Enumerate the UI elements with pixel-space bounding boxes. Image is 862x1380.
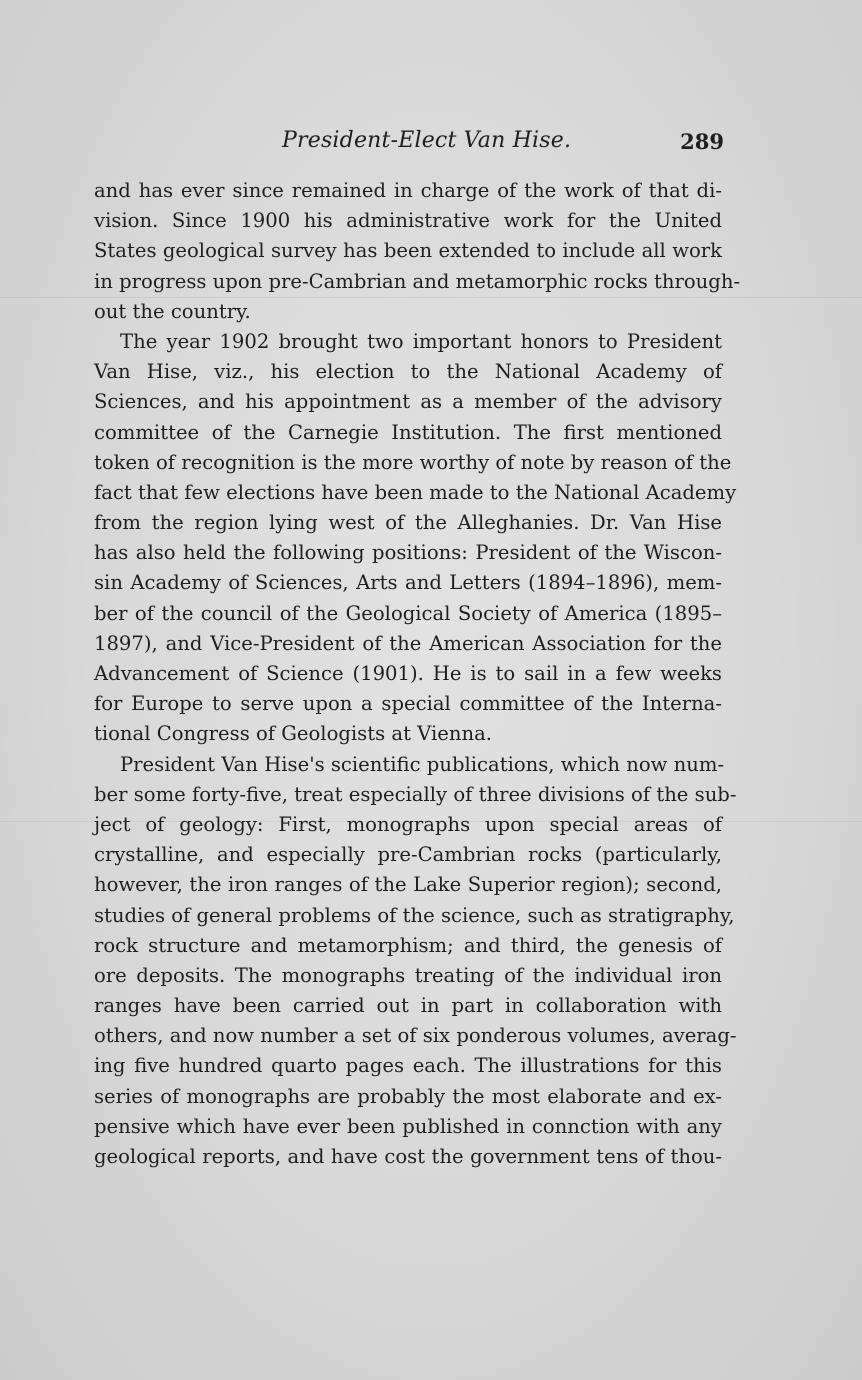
text-line: ore deposits. The monographs treating of the individual iron xyxy=(94,963,722,987)
text-line: rock structure and metamorphism; and third, the genesis of xyxy=(94,933,722,957)
text-line: Advancement of Science (1901). He is to sail in a few weeks xyxy=(94,662,722,685)
text-line: pensive which have ever been published in connction with any xyxy=(94,1114,722,1138)
text-line: studies of general problems of the science, such as stratigraphy, xyxy=(94,903,735,927)
text-line: sin Academy of Sciences, Arts and Letters (1894–1896), mem- xyxy=(94,571,722,595)
text-line: ing five hundred quarto pages each. The illustrations for this xyxy=(94,1054,722,1078)
text-line: however, the iron ranges of the Lake Superior region); second, xyxy=(94,873,722,897)
text-line: has also held the following positions: President of the Wiscon- xyxy=(94,541,722,565)
text-line: ject of geology: First, monographs upon special areas of xyxy=(94,812,722,836)
page-header xyxy=(96,128,724,160)
text-line: in progress upon pre-Cambrian and metamorphic rocks through- xyxy=(94,269,741,293)
text-line: vision. Since 1900 his administrative work for the United xyxy=(94,209,722,233)
text-line: ber of the council of the Geological Society of America (1895– xyxy=(94,601,722,625)
text-line: 1897), and Vice-President of the American Association for the xyxy=(94,631,722,655)
text-line: others, and now number a set of six ponderous volumes, averag- xyxy=(94,1024,737,1048)
text-line: for Europe to serve upon a special committee of the Interna- xyxy=(94,692,722,716)
text-line: out the country. xyxy=(94,299,251,323)
page-number: 289 xyxy=(680,129,724,154)
text-line: series of monographs are probably the most elaborate and ex- xyxy=(94,1084,722,1108)
running-title: President-Elect Van Hise. xyxy=(282,128,572,153)
text-line: geological reports, and have cost the government tens of thou- xyxy=(94,1145,722,1168)
text-line: tional Congress of Geologists at Vienna. xyxy=(94,722,492,746)
text-line: fact that few elections have been made to the National Academy xyxy=(94,480,737,504)
text-line: committee of the Carnegie Institution. The first mentioned xyxy=(94,420,722,444)
text-line: and has ever since remained in charge of the work of that di- xyxy=(94,179,722,202)
text-line: ranges have been carried out in part in collaboration with xyxy=(94,994,722,1018)
body-text xyxy=(94,176,741,1172)
text-line: crystalline, and especially pre-Cambrian rocks (particularly, xyxy=(94,843,722,867)
text-line: token of recognition is the more worthy of note by reason of the xyxy=(94,450,732,474)
text-line: The year 1902 brought two important honors to President xyxy=(120,329,722,353)
text-line: Van Hise, viz., his election to the National Academy of xyxy=(94,360,722,384)
text-line: from the region lying west of the Alleghanies. Dr. Van Hise xyxy=(94,511,722,535)
text-line: President Van Hise's scientific publications, which now num- xyxy=(120,752,725,776)
text-line: States geological survey has been extended to include all work xyxy=(94,239,722,263)
text-line: ber some forty-five, treat especially of three divisions of the sub- xyxy=(94,782,737,806)
text-line: Sciences, and his appointment as a member of the advisory xyxy=(94,390,722,414)
